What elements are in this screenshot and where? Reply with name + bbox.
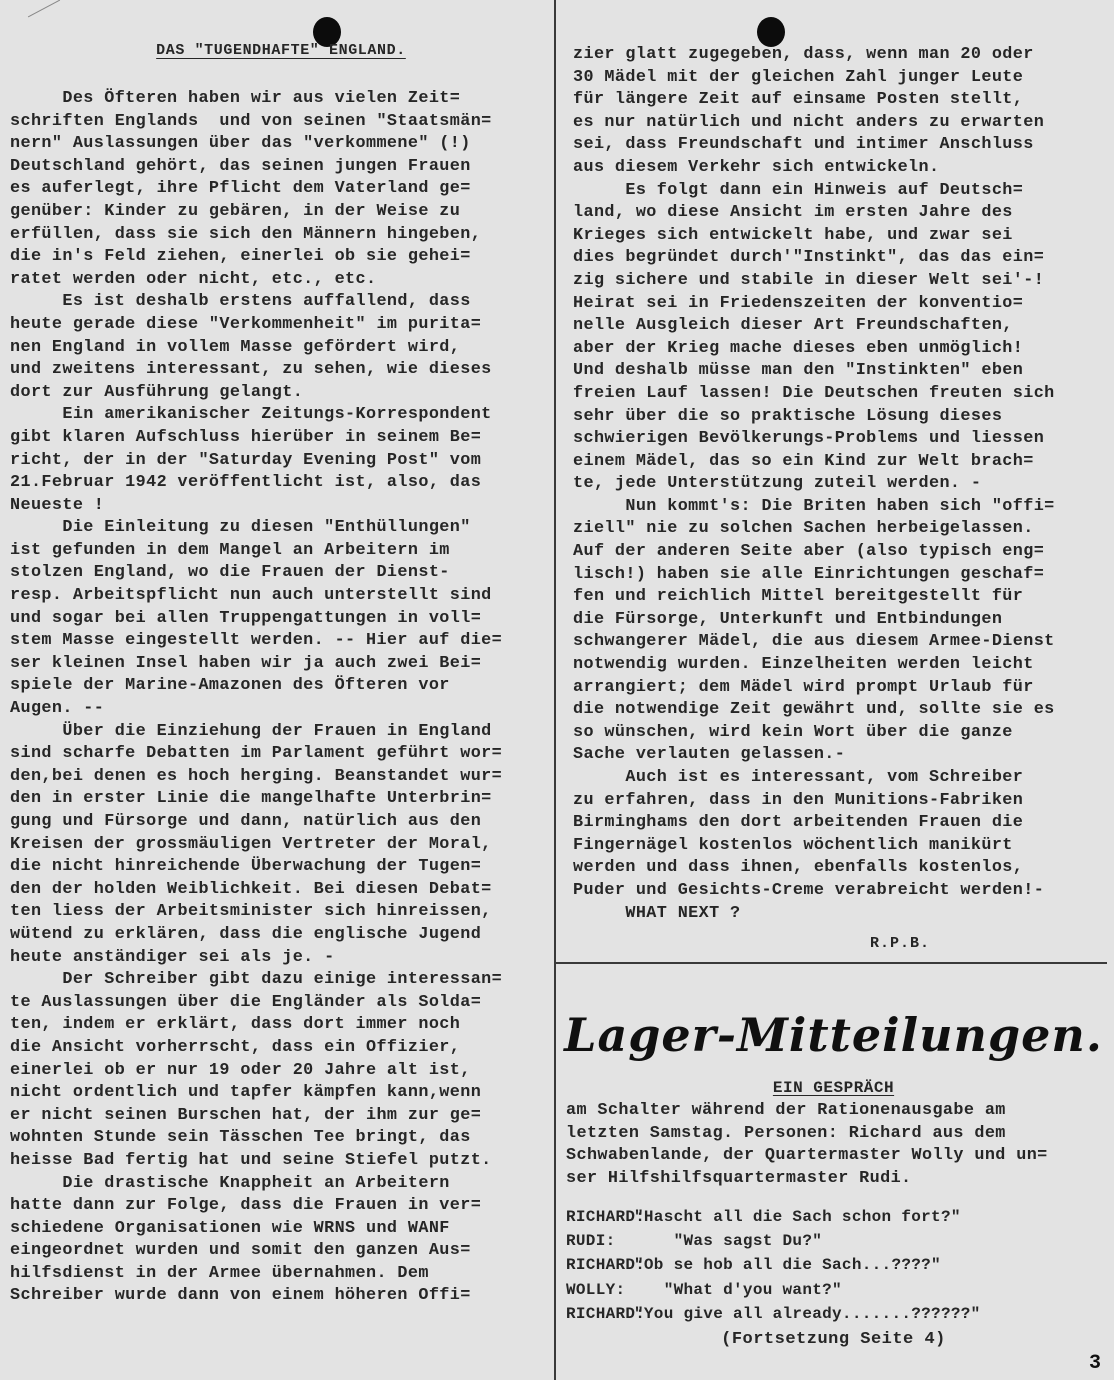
text-line: ten, indem er erklärt, dass dort immer noch bbox=[10, 1015, 461, 1035]
text-line: hilfsdienst in der Armee übernahmen. Dem bbox=[10, 1263, 429, 1283]
text-line: Die Einleitung zu diesen "Enthüllungen" bbox=[10, 518, 471, 538]
text-line: sehr über die so praktische Lösung dieses bbox=[573, 406, 1003, 426]
text-line: schwierigen Bevölkerungs-Problems und liessen bbox=[573, 429, 1045, 449]
dialogue-speaker: WOLLY: bbox=[566, 1280, 626, 1299]
dialogue-speaker: RICHARD: bbox=[566, 1304, 646, 1323]
text-line: es auferlegt, ihre Pflicht dem Vaterland ge= bbox=[10, 179, 471, 199]
continuation-note: (Fortsetzung Seite 4) bbox=[721, 1330, 946, 1349]
text-line: heute gerade diese "Verkommenheit" im purita= bbox=[10, 314, 482, 334]
text-line: aus diesem Verkehr sich entwickeln. bbox=[573, 157, 940, 177]
pencil-mark bbox=[28, 0, 60, 17]
text-line: wütend zu erklären, dass die englische Jugend bbox=[10, 924, 482, 944]
text-line: letzten Samstag. Personen: Richard aus dem bbox=[566, 1123, 1006, 1143]
text-line: Ein amerikanischer Zeitungs-Korrespondent bbox=[10, 405, 492, 425]
text-line: fen und reichlich Mittel bereitgestellt für bbox=[573, 587, 1024, 607]
text-line: Des Öfteren haben wir aus vielen Zeit= bbox=[10, 89, 461, 108]
text-line: Fingernägel kostenlos wöchentlich manikürt bbox=[573, 835, 1013, 855]
text-line: te Auslassungen über die Engländer als Solda= bbox=[10, 992, 482, 1012]
text-line: te, jede Unterstützung zuteil werden. - bbox=[573, 474, 982, 494]
text-line: Neueste ! bbox=[10, 495, 105, 515]
text-line: Kreisen der grossmäuligen Vertreter der Moral, bbox=[10, 834, 492, 854]
text-line: zu erfahren, dass in den Munitions-Fabriken bbox=[573, 790, 1024, 810]
text-line: freien Lauf lassen! Die Deutschen freuten sich bbox=[573, 383, 1055, 403]
text-line: Über die Einziehung der Frauen in England bbox=[10, 721, 492, 741]
text-line: gibt klaren Aufschluss hierüber in seinem Be= bbox=[10, 427, 482, 447]
text-line: lisch!) haben sie alle Einrichtungen geschaf= bbox=[573, 564, 1045, 584]
text-line: zig sichere und stabile in dieser Welt sei'-! bbox=[573, 270, 1045, 290]
gespraech-intro bbox=[566, 1100, 1106, 1190]
text-line: Schwabenlande, der Quartermaster Wolly und un= bbox=[566, 1146, 1048, 1166]
text-line: schiedene Organisationen wie WRNS und WANF bbox=[10, 1218, 450, 1238]
text-line: ser Hilfshilfsquartermaster Rudi. bbox=[566, 1168, 912, 1188]
text-line: gung und Fürsorge und dann, natürlich aus den bbox=[10, 812, 482, 831]
dialogue-text: "You give all already.......??????" bbox=[634, 1304, 981, 1323]
text-line: WHAT NEXT ? bbox=[573, 903, 741, 923]
dialogue-line bbox=[566, 1205, 1106, 1229]
dialogue-text: "Hascht all die Sach schon fort?" bbox=[634, 1208, 961, 1226]
text-line: wohnten Stunde sein Tässchen Tee bringt, das bbox=[10, 1128, 471, 1148]
text-line: arrangiert; dem Mädel wird prompt Urlaub für bbox=[573, 677, 1034, 697]
text-line: die Ansicht vorherrscht, dass ein Offizier, bbox=[10, 1037, 461, 1057]
text-line: die Fürsorge, Unterkunft und Entbindungen bbox=[573, 609, 1003, 629]
text-line: Nun kommt's: Die Briten haben sich "offi= bbox=[573, 496, 1055, 516]
text-line: stem Masse eingestellt werden. -- Hier auf die= bbox=[10, 631, 503, 651]
text-line: es nur natürlich und nicht anders zu erwarten bbox=[573, 112, 1045, 132]
text-line: dies begründet durch'"Instinkt", das das ein= bbox=[573, 248, 1045, 268]
dialogue-line bbox=[566, 1229, 1106, 1253]
text-line: für längere Zeit auf einsame Posten stellt, bbox=[573, 90, 1024, 110]
article-signature: R.P.B. bbox=[870, 935, 931, 952]
text-line: aber der Krieg mache dieses eben unmöglich! bbox=[573, 338, 1024, 358]
text-line: Sache verlauten gelassen.- bbox=[573, 745, 846, 765]
text-line: ratet werden oder nicht, etc., etc. bbox=[10, 269, 377, 289]
punch-hole-right bbox=[757, 17, 785, 47]
text-line: Deutschland gehört, das seinen jungen Frauen bbox=[10, 156, 471, 176]
dialogue-text: "Ob se hob all die Sach...????" bbox=[634, 1256, 941, 1275]
text-line: ziell" nie zu solchen Sachen herbeigelassen. bbox=[573, 519, 1034, 539]
text-line: die notwendige Zeit gewährt und, sollte sie es bbox=[573, 700, 1055, 720]
text-line: nicht ordentlich und tapfer kämpfen kann,wenn bbox=[10, 1083, 482, 1103]
text-line: Der Schreiber gibt dazu einige interessan= bbox=[10, 970, 503, 990]
dialogue-speaker: RICHARD: bbox=[566, 1208, 646, 1226]
text-line: einem Mädel, das so ein Kind zur Welt brach= bbox=[573, 451, 1034, 471]
dialogue-line bbox=[566, 1253, 1106, 1277]
text-line: eingeordnet wurden und somit den ganzen Aus= bbox=[10, 1241, 471, 1261]
text-line: resp. Arbeitspflicht nun auch unterstellt sind bbox=[10, 586, 492, 606]
article-right-column bbox=[573, 44, 1108, 925]
text-line: Augen. -- bbox=[10, 699, 105, 719]
column-divider bbox=[554, 0, 556, 1380]
article-title: DAS "TUGENDHAFTE" ENGLAND. bbox=[156, 42, 406, 59]
text-line: und zweitens interessant, zu sehen, wie dieses bbox=[10, 360, 492, 380]
gespraech-heading: EIN GESPRÄCH bbox=[772, 1079, 895, 1097]
text-line: Auf der anderen Seite aber (also typisch eng= bbox=[573, 542, 1045, 562]
text-line: richt, der in der "Saturday Evening Post" vom bbox=[10, 450, 482, 470]
text-line: Es folgt dann ein Hinweis auf Deutsch= bbox=[573, 180, 1024, 200]
text-line: Schreiber wurde dann von einem höheren Offi= bbox=[10, 1286, 471, 1306]
text-line: sei, dass Freundschaft und intimer Anschluss bbox=[573, 135, 1034, 155]
text-line: 21.Februar 1942 veröffentlicht ist, also, das bbox=[10, 473, 482, 493]
text-line: land, wo diese Ansicht im ersten Jahre des bbox=[573, 203, 1013, 223]
text-line: genüber: Kinder zu gebären, in der Weise zu bbox=[10, 201, 461, 221]
text-line: Puder und Gesichts-Creme verabreicht werden!- bbox=[573, 880, 1045, 900]
text-line: so wünschen, wird kein Wort über die ganze bbox=[573, 722, 1013, 742]
text-line: schwangerer Mädel, die aus diesem Armee-Dienst bbox=[573, 632, 1055, 652]
text-line: Es ist deshalb erstens auffallend, dass bbox=[10, 292, 471, 312]
text-line: ten liess der Arbeitsminister sich hinreissen, bbox=[10, 902, 492, 922]
text-line: 30 Mädel mit der gleichen Zahl junger Leute bbox=[573, 67, 1024, 87]
text-line: heute anständiger sei als je. - bbox=[10, 947, 335, 967]
lager-mitteilungen-heading: Lager-Mitteilungen. bbox=[564, 1008, 1103, 1062]
text-line: nen England in vollem Masse gefördert wird, bbox=[10, 337, 461, 357]
text-line: den,bei denen es hoch herging. Beanstandet wur= bbox=[10, 766, 503, 786]
text-line: sind scharfe Debatten im Parlament geführt wor= bbox=[10, 744, 503, 764]
text-line: heisse Bad fertig hat und seine Stiefel putzt. bbox=[10, 1150, 492, 1170]
text-line: nern" Auslassungen über das "verkommene" (!) bbox=[10, 134, 471, 154]
text-line: Auch ist es interessant, vom Schreiber bbox=[573, 768, 1024, 787]
text-line: und sogar bei allen Truppengattungen in voll= bbox=[10, 608, 482, 628]
text-line: dort zur Ausführung gelangt. bbox=[10, 382, 304, 402]
text-line: ser kleinen Insel haben wir ja auch zwei Bei= bbox=[10, 653, 482, 673]
text-line: Birminghams den dort arbeitenden Frauen die bbox=[573, 813, 1024, 833]
text-line: nelle Ausgleich dieser Art Freundschaften, bbox=[573, 316, 1013, 336]
gespraech-dialogue bbox=[566, 1205, 1106, 1326]
text-line: spiele der Marine-Amazonen des Öfteren vor bbox=[10, 676, 450, 696]
text-line: Heirat sei in Friedenszeiten der konventio= bbox=[573, 293, 1024, 313]
text-line: zier glatt zugegeben, dass, wenn man 20 oder bbox=[573, 45, 1034, 64]
article-left-column bbox=[10, 88, 552, 1308]
text-line: Und deshalb müsse man den "Instinkten" eben bbox=[573, 361, 1024, 381]
text-line: er nicht seinen Burschen hat, der ihm zur ge= bbox=[10, 1105, 482, 1125]
text-line: stolzen England, wo die Frauen der Dienst- bbox=[10, 563, 450, 583]
text-line: am Schalter während der Rationenausgabe am bbox=[566, 1101, 1006, 1120]
text-line: die in's Feld ziehen, einerlei ob sie gehei= bbox=[10, 247, 471, 267]
section-divider bbox=[556, 962, 1107, 964]
page-number: 3 bbox=[1089, 1352, 1102, 1375]
dialogue-speaker: RICHARD: bbox=[566, 1256, 646, 1275]
text-line: den der holden Weiblichkeit. Bei diesen Debat= bbox=[10, 879, 492, 899]
text-line: schriften Englands und von seinen "Staatsmän= bbox=[10, 111, 492, 131]
text-line: ist gefunden in dem Mangel an Arbeitern im bbox=[10, 540, 450, 560]
dialogue-line bbox=[566, 1302, 1106, 1326]
text-line: die nicht hinreichende Überwachung der Tugen= bbox=[10, 857, 482, 877]
text-line: erfüllen, dass sie sich den Männern hingeben, bbox=[10, 224, 482, 244]
text-line: Krieges sich entwickelt habe, und zwar sei bbox=[573, 225, 1013, 245]
text-line: notwendig wurden. Einzelheiten werden leicht bbox=[573, 655, 1034, 675]
text-line: werden und dass ihnen, ebenfalls kostenlos, bbox=[573, 858, 1024, 878]
text-line: Die drastische Knappheit an Arbeitern bbox=[10, 1173, 450, 1193]
dialogue-speaker: RUDI: bbox=[566, 1232, 616, 1251]
dialogue-text: "Was sagst Du?" bbox=[634, 1232, 823, 1251]
dialogue-line bbox=[566, 1278, 1106, 1302]
text-line: einerlei ob er nur 19 oder 20 Jahre alt ist, bbox=[10, 1060, 471, 1080]
text-line: hatte dann zur Folge, dass die Frauen in ver= bbox=[10, 1196, 482, 1216]
text-line: den in erster Linie die mangelhafte Unterbrin= bbox=[10, 789, 492, 809]
dialogue-text: "What d'you want?" bbox=[634, 1280, 842, 1299]
